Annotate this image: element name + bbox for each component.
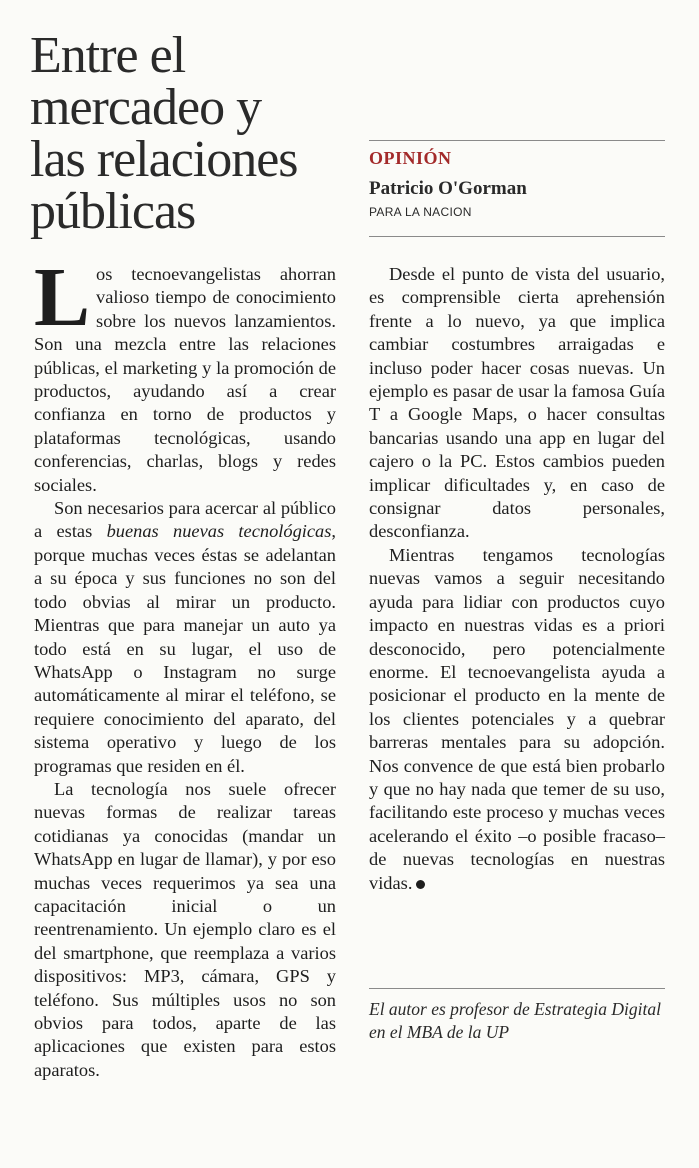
article-paragraph [34, 251, 336, 497]
headline-line: Entre el [30, 27, 186, 84]
paragraph-text: , porque muchas veces éstas se adelantan a su época y sus funciones no son del todo obvias al mirar un producto. Mientras que para manejar un auto ya todo está en su lugar, el uso de WhatsApp o Instagram no surge automáticamente al mirar el teléfono, se requiere conocimiento del aparato, del sistema operativo y luego de los programas que residen en él. [34, 521, 336, 776]
headline-line: las relaciones [30, 131, 298, 188]
paragraph-text: La tecnología nos suele ofrecer nuevas formas de realizar tareas cotidianas ya conocidas (mandar un WhatsApp en lugar de llamar), y por eso muchas veces requerimos ya sea una capacitación inicial o un reentrenamiento. Un ejemplo claro es el del smartphone, que reemplaza a varios dispositivos: MP3, cámara, GPS y teléfono. Sus múltiples usos no son obvios para todos, aparte de las aplicaciones que existen para estos aparatos. [34, 778, 336, 1080]
paragraph-text: Mientras tengamos tecnologías nuevas vamos a seguir necesitando ayuda para lidiar con productos cuyo impacto en nuestras vidas es a priori desconocido, pero potencialmente enorme. El tecnoevangelista ayuda a posicionar el producto en la mente de los clientes potenciales y a quebrar barreras mentales para su adopción. Nos convence de que está bien probarlo y que no hay nada que temer de su uso, facilitando este proceso y muchas veces acelerando el éxito –o posible fracaso– de nuevas tecnologías en nuestras vidas. [369, 544, 665, 893]
paragraph-text: Desde el punto de vista del usuario, es comprensible cierta aprehensión frente a lo nuevo, ya que implica cambiar costumbres arraigadas e incluso poder hacer cosas nuevas. Un ejemplo es pasar de usar la famosa Guía T a Google Maps, o hacer consultas bancarias usando una app en lugar del cajero o la PC. Estos cambios pueden implicar dificultades y, en caso de consignar datos personales, desconfianza. [369, 264, 665, 542]
article-paragraph [34, 778, 336, 1082]
paragraph-text: os tecnoevangelistas ahorran valioso tiempo de conocimiento sobre los nuevos lanzamientos. Son una mezcla entre las relaciones públicas, el marketing y la promoción de productos, ayudando así a crear confianza en torno de productos y plataformas tecnológicas, usando conferencias, charlas, blogs y redes sociales. [34, 264, 336, 495]
article-paragraph [34, 497, 336, 778]
bio-rule [369, 988, 665, 989]
byline-bottom-rule [369, 236, 665, 237]
article-paragraph [369, 544, 665, 895]
byline-top-rule [369, 140, 665, 141]
end-mark-icon [416, 880, 425, 889]
outlet-name: PARA LA NACION [369, 205, 472, 219]
author-bio: El autor es profesor de Estrategia Digital en el MBA de la UP [369, 999, 661, 1042]
paragraph-text: Son necesarios para acercar al público a estas [34, 498, 336, 542]
drop-cap: L [34, 251, 91, 344]
author-name: Patricio O'Gorman [369, 178, 527, 199]
headline [30, 27, 350, 240]
article-column-left [34, 251, 336, 1082]
section-label: OPINIÓN [369, 148, 452, 168]
headline-line: públicas [30, 183, 196, 240]
article-column-right [369, 263, 665, 895]
italic-phrase: buenas nuevas tecnológicas [106, 521, 332, 542]
headline-line: mercadeo y [30, 79, 262, 136]
article-paragraph [369, 263, 665, 544]
